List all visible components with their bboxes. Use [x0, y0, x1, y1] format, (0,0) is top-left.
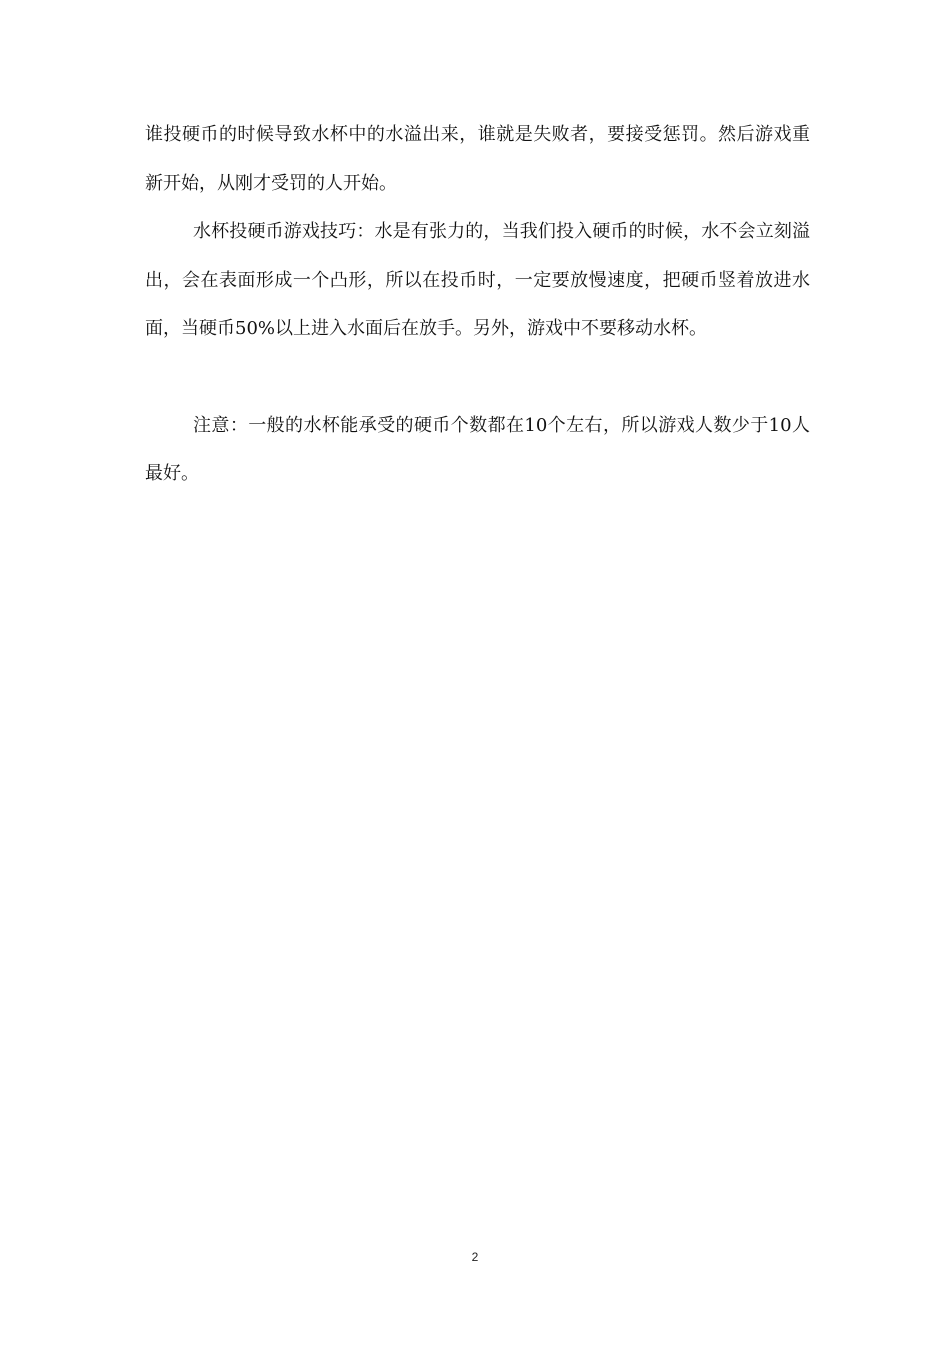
paragraph-spacer — [145, 354, 810, 402]
paragraph-game-tips: 水杯投硬币游戏技巧：水是有张力的，当我们投入硬币的时候，水不会立刻溢出，会在表面形成一个凸形，所以在投币时，一定要放慢速度，把硬币竖着放进水面，当硬币50%以上进入水面后在放手。另外，游戏中不要移动水杯。 — [145, 221, 810, 339]
paragraph-game-rules-continued: 谁投硬币的时候导致水杯中的水溢出来，谁就是失败者，要接受惩罚。然后游戏重新开始，从刚才受罚的人开始。 — [145, 124, 810, 194]
paragraph-note: 注意：一般的水杯能承受的硬币个数都在10个左右，所以游戏人数少于10人最好。 — [145, 414, 810, 484]
document-body — [145, 111, 810, 499]
page-number: 2 — [471, 1250, 479, 1264]
